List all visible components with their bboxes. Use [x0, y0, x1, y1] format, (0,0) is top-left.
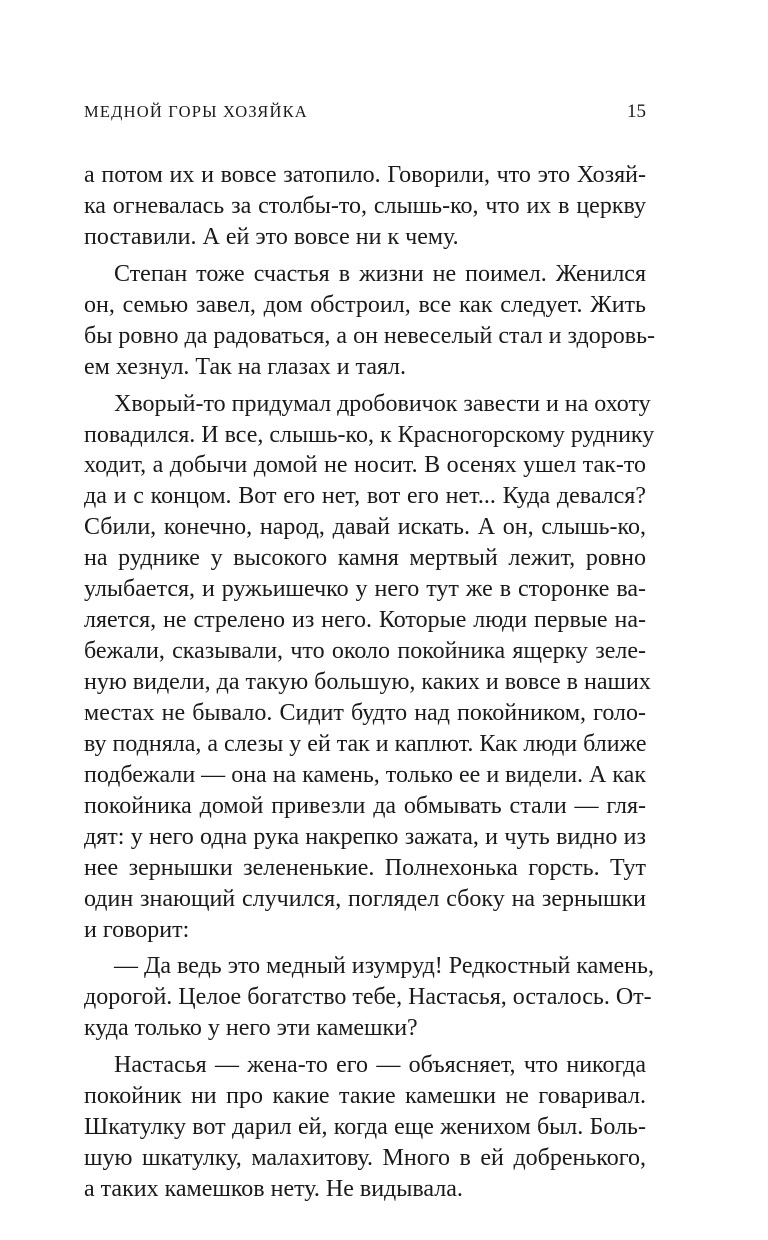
- text-line: ную видели, да такую большую, каких и вовсе в наших: [84, 669, 651, 695]
- text-line: один знающий случился, поглядел сбоку на зернышки: [84, 885, 646, 912]
- text-line: улыбается, и ружьишечко у него тут же в сторонке ва-: [84, 576, 646, 603]
- text-line: ходит, а добычи домой не носит. В осенях ушел так-то: [84, 452, 646, 479]
- text-line: шую шкатулку, малахитову. Много в ей добренького,: [84, 1145, 646, 1172]
- text-line: да и с концом. Вот его нет, вот его нет... Куда девался?: [84, 483, 646, 510]
- text-line: он, семью завел, дом обстроил, все как следует. Жить: [84, 291, 646, 318]
- paragraph: [84, 259, 656, 383]
- text-line: покойник ни про какие такие камешки не говаривал.: [84, 1083, 646, 1110]
- body-text: [84, 160, 656, 1205]
- paragraph: [84, 1050, 646, 1205]
- paragraph: [84, 389, 655, 946]
- paragraph: [84, 160, 646, 253]
- text-line: и говорит:: [84, 916, 190, 943]
- text-line: дорогой. Целое богатство тебе, Настасья, осталось. От-: [84, 984, 652, 1011]
- text-line: повадился. И все, слышь-ко, к Красногорскому руднику: [84, 421, 655, 448]
- text-line: куда только у него эти камешки?: [84, 1015, 418, 1042]
- text-line: подбежали — она на камень, только ее и видели. А как: [84, 761, 646, 788]
- text-line: Шкатулку вот дарил ей, когда еще женихом был. Боль-: [84, 1114, 646, 1141]
- text-line: ем хезнул. Так на глазах и таял.: [84, 353, 406, 380]
- text-line: местах не бывало. Сидит будто над покойником, голо-: [84, 699, 646, 726]
- text-line: — Да ведь это медный изумруд! Редкостный камень,: [114, 953, 654, 980]
- text-line: а потом их и вовсе затопило. Говорили, что это Хозяй-: [84, 162, 646, 188]
- text-line: на руднике у высокого камня мертвый лежит, ровно: [84, 545, 646, 572]
- text-line: ка огневалась за столбы-то, слышь-ко, что их в церкву: [84, 192, 646, 219]
- text-line: ляется, не стрелено из него. Которые люди первые на-: [84, 607, 646, 634]
- text-line: бы ровно да радоваться, а он невеселый стал и здоровь-: [84, 322, 656, 349]
- text-line: Сбили, конечно, народ, давай искать. А он, слышь-ко,: [84, 514, 646, 541]
- text-line: Степан тоже счастья в жизни не поимел. Женился: [114, 260, 646, 287]
- text-line: поставили. А ей это вовсе ни к чему.: [84, 223, 459, 250]
- paragraph: [84, 951, 654, 1044]
- text-line: Хворый-то придумал дробовичок завести и на охоту: [114, 390, 651, 417]
- text-line: покойника домой привезли да обмывать стали — гля-: [84, 792, 646, 819]
- text-line: нее зернышки зелененькие. Полнехонька горсть. Тут: [84, 854, 646, 881]
- text-line: а таких камешков нету. Не видывала.: [84, 1176, 463, 1202]
- text-line: Настасья — жена-то его — объясняет, что никогда: [114, 1052, 646, 1079]
- running-title: МЕДНОЙ ГОРЫ ХОЗЯЙКА: [84, 102, 308, 121]
- page-number: 15: [627, 101, 646, 122]
- text-line: ву подняла, а слезы у ей так и каплют. Как люди ближе: [84, 730, 647, 757]
- text-line: бежали, сказывали, что около покойника ящерку зеле-: [84, 638, 646, 665]
- text-line: дят: у него одна рука накрепко зажата, и чуть видно из: [84, 823, 646, 850]
